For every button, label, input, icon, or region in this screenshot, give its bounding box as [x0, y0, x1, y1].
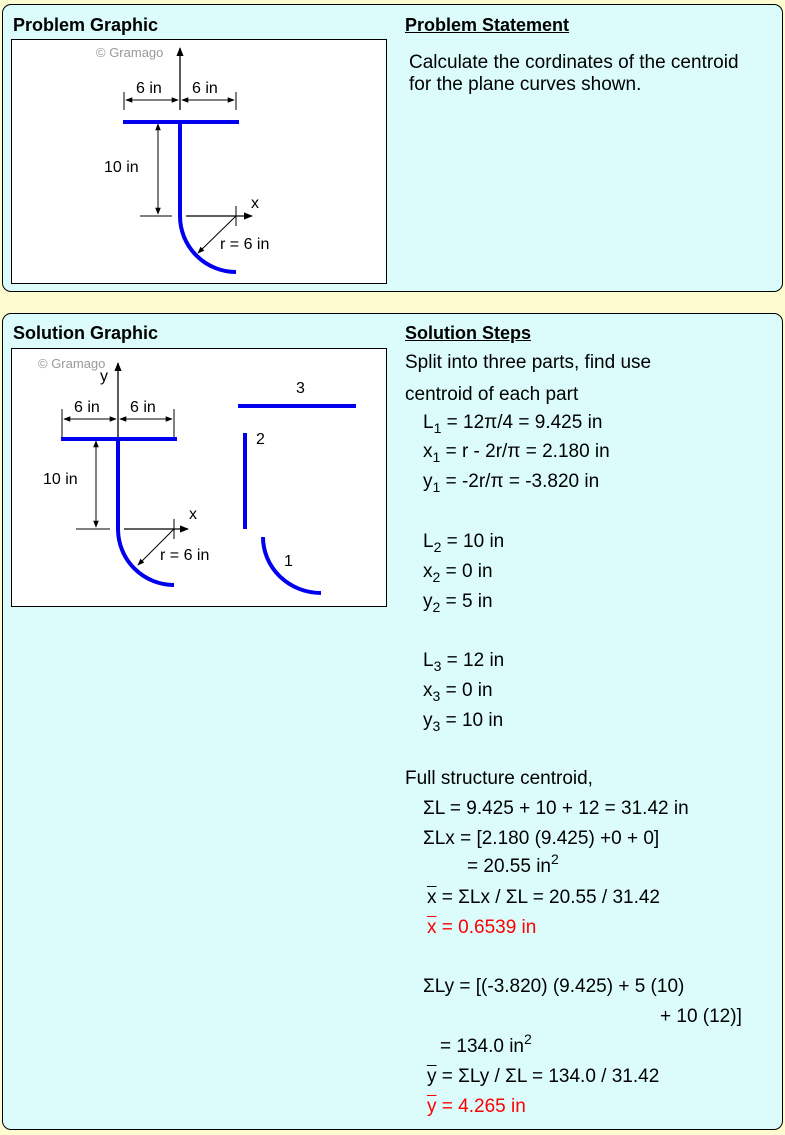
solution-graphic: [11, 348, 387, 607]
eq-x3: $x_3 = 0$ in: [423, 680, 493, 704]
eq-sum-Ly-line1: ΣLy = [(-3.820) (9.425) + 5 (10): [423, 976, 685, 997]
problem-graphic-heading: Problem Graphic: [13, 15, 159, 35]
eq-ybar: $\overline{y} = \Sigma Ly / \Sigma L = 134.0 / 31.42$: [427, 1066, 660, 1087]
result-xbar: $\overline{x} = 0.6539$ in: [427, 917, 537, 938]
eq-y1: $y_1 = -2r/\pi = -3.820$ in: [423, 471, 600, 495]
radius-label: r = 6 in: [220, 236, 270, 253]
solution-watermark: © Gramago: [38, 356, 106, 371]
eq-L3: $L_3 = 12$ in: [423, 650, 505, 674]
eq-sum-Ly-line2: + 10 (12)]: [660, 1006, 742, 1027]
eq-x2: $x_2 = 0$ in: [423, 561, 493, 585]
eq-sum-L: ΣL = 9.425 + 10 + 12 = 31.42 in: [423, 798, 689, 819]
solution-y-axis-label: y: [100, 368, 108, 385]
eq-sum-Lx-line2: = 20.55 $in^2$: [467, 851, 559, 877]
eq-y2: $y_2 = 5$ in: [423, 591, 493, 615]
solution-dim-left-label: 6 in: [74, 399, 100, 416]
result-ybar: $\overline{y} = 4.265$ in: [427, 1096, 526, 1117]
part-1-label: 1: [284, 553, 293, 570]
solution-dim-height-label: 10 in: [43, 471, 78, 488]
x-axis-label: x: [251, 195, 259, 212]
eq-sum-Lx-line1: ΣLx = [2.180 (9.425) +0 + 0]: [423, 828, 660, 849]
problem-statement-line2: for the plane curves shown.: [409, 74, 642, 95]
problem-watermark: © Gramago: [96, 45, 164, 60]
solution-panel: [2, 313, 783, 1130]
intro-line1: Split into three parts, find use: [405, 352, 652, 373]
full-structure-heading: Full structure centroid,: [405, 768, 593, 789]
part-2-label: 2: [256, 431, 265, 448]
eq-x1: $x_1 = r - 2r/\pi = 2.180$ in: [423, 441, 610, 465]
solution-x-axis-label: x: [189, 506, 197, 523]
eq-sum-Ly-line3: = 134.0 $in^2$: [440, 1031, 532, 1057]
solution-graphic-heading: Solution Graphic: [13, 323, 159, 343]
problem-statement-line1: Calculate the cordinates of the centroid: [409, 52, 739, 73]
problem-graphic: [11, 39, 387, 284]
dim-left-label: 6 in: [136, 80, 162, 97]
eq-L1: $L_1 = 12\pi/4 = 9.425$ in: [423, 412, 603, 436]
problem-panel: [2, 4, 783, 292]
eq-L2: $L_2 = 10$ in: [423, 531, 505, 555]
solution-dim-right-label: 6 in: [130, 399, 156, 416]
eq-y3: $y_3 = 10$ in: [423, 710, 504, 734]
eq-xbar: $\overline{x} = \Sigma Lx / \Sigma L = 20.55 / 31.42$: [427, 887, 660, 908]
dim-right-label: 6 in: [192, 80, 218, 97]
dim-height-label: 10 in: [104, 159, 139, 176]
intro-line2: centroid of each part: [405, 384, 579, 405]
solution-radius-label: r = 6 in: [160, 547, 210, 564]
solution-steps-heading: Solution Steps: [405, 323, 531, 343]
part-3-label: 3: [296, 380, 305, 397]
problem-statement-heading: Problem Statement: [405, 15, 570, 35]
